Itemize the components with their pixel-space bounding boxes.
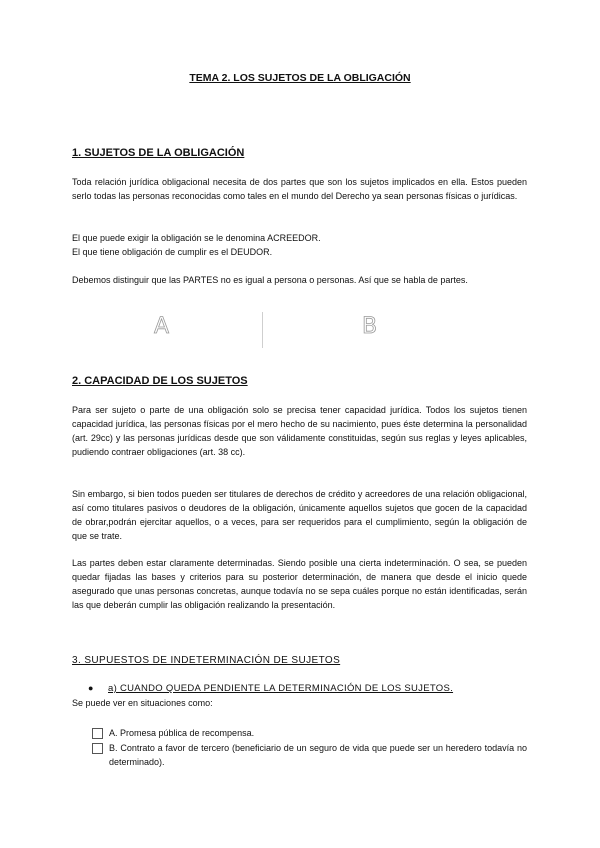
paragraph-text: Debemos distinguir que las PARTES no es igual a persona o personas. Así que se habla de partes.	[72, 275, 468, 285]
party-b-letter: B	[362, 314, 378, 339]
section-2-paragraph-3	[72, 556, 527, 612]
section-1-paragraph-3	[72, 273, 527, 287]
document-title: TEMA 2. LOS SUJETOS DE LA OBLIGACIÓN	[189, 72, 411, 84]
section-3-heading: 3. SUPUESTOS DE INDETERMINACIÓN DE SUJETOS	[72, 655, 341, 666]
bullet-icon: ●	[88, 683, 94, 693]
paragraph-text: Toda relación jurídica obligacional necesita de dos partes que son los sujetos implicados en ella. Estos pueden serlo todas las personas reconocidas como tales en el mundo del Derecho ya sean personas físicas o jurídicas.	[72, 177, 527, 201]
section-1-paragraph-1	[72, 175, 527, 203]
paragraph-text: Las partes deben estar claramente determinadas. Siendo posible una cierta indeterminación. O sea, se pueden quedar fijadas las bases y criterios para su posterior determinación, de manera que desde el inicio quede asegurado que unas personas concretas, aunque todavía no se sepa cuáles porque no están identificadas, serán las que deberán cumplir las obligación realizando la presentación.	[72, 558, 527, 610]
section-1-heading: 1. SUJETOS DE LA OBLIGACIÓN	[72, 147, 245, 159]
checklist-item	[92, 726, 527, 740]
situations-intro: Se puede ver en situaciones como:	[72, 698, 213, 708]
section-1-paragraph-2	[72, 231, 527, 259]
checklist-item	[92, 741, 527, 769]
paragraph-text: Para ser sujeto o parte de una obligación solo se precisa tener capacidad jurídica. Todos los sujetos tienen capacidad jurídica, las personas físicas por el mero hecho de su nacimiento, pues éste determina la personalidad (art. 29cc) y las personas jurídicas desde que son válidamente constituidas, según sus reglas y leyes aplicables, pudiendo contraer obligaciones (art. 38 cc).	[72, 405, 527, 457]
party-a-letter: A	[154, 314, 170, 339]
party-divider	[262, 312, 263, 348]
checklist-item-text: A. Promesa pública de recompensa.	[109, 728, 255, 738]
bullet-item: a) CUANDO QUEDA PENDIENTE LA DETERMINACIÓN DE LOS SUJETOS.	[108, 683, 454, 694]
checklist-item-text: B. Contrato a favor de tercero (beneficiario de un seguro de vida que puede ser un heredero todavía no determinado).	[109, 743, 527, 767]
section-2-paragraph-2	[72, 487, 527, 543]
checkbox-icon[interactable]	[92, 728, 103, 739]
checkbox-icon[interactable]	[92, 743, 103, 754]
section-2-heading: 2. CAPACIDAD DE LOS SUJETOS	[72, 375, 248, 387]
creditor-line: El que puede exigir la obligación se le denomina ACREEDOR.	[72, 233, 321, 243]
debtor-line: El que tiene obligación de cumplir es el DEUDOR.	[72, 247, 273, 257]
paragraph-text: Sin embargo, si bien todos pueden ser titulares de derechos de crédito y acreedores de una relación obligacional, así como titulares pasivos o deudores de la obligación, únicamente aquellos sujetos que gocen de la capacidad de obrar,podrán ejercitar aquellos, o a veces, para ser requeridos para el cumplimiento, según la obligación de que se trate.	[72, 489, 527, 541]
section-2-paragraph-1	[72, 403, 527, 459]
